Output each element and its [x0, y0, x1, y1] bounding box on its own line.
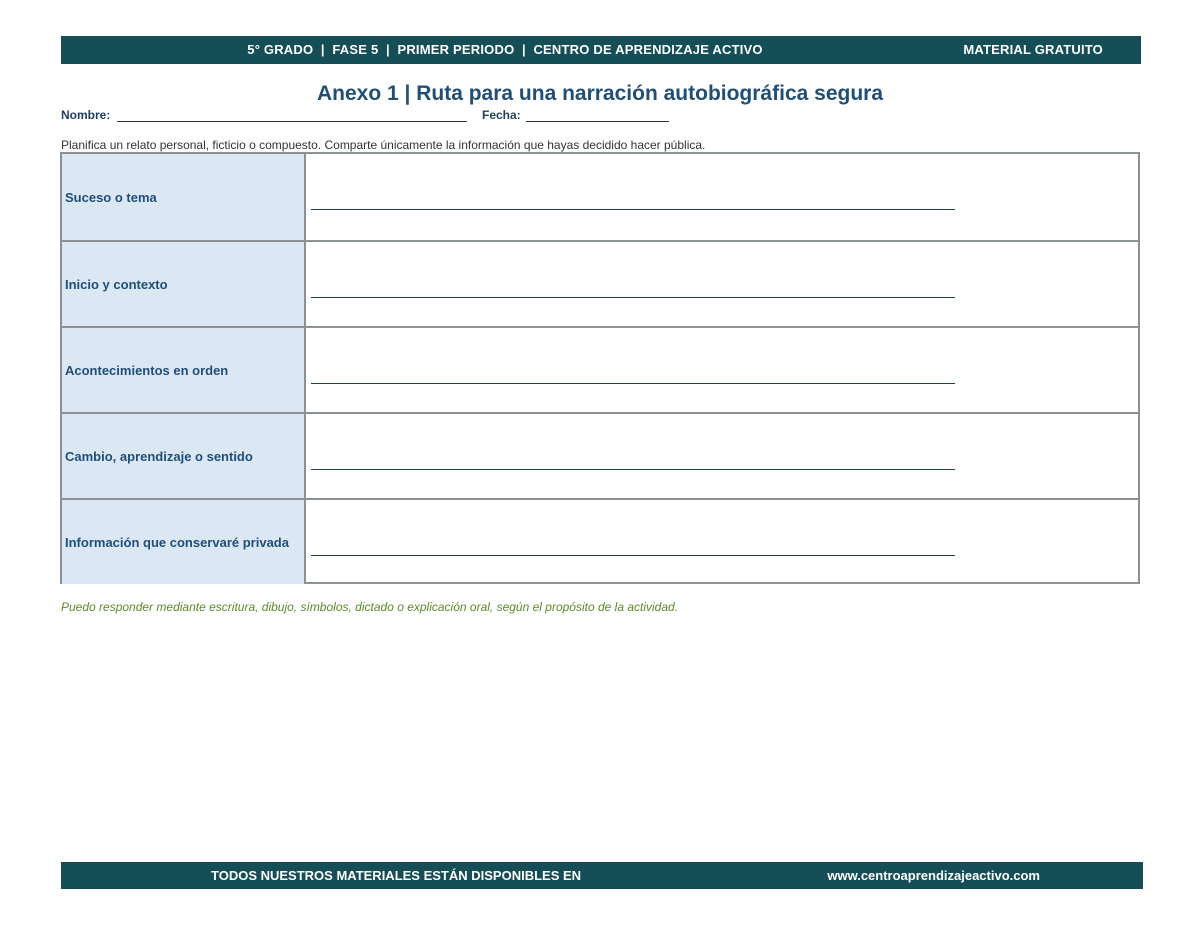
- header-bar: [61, 36, 1141, 64]
- nombre-label: Nombre:: [61, 108, 111, 122]
- instructions: Planifica un relato personal, ficticio o compuesto. Comparte únicamente la información que hayas decidido hacer pública.: [61, 138, 706, 152]
- page-title: Anexo 1 | Ruta para una narración autobiográfica segura: [316, 82, 883, 105]
- row-label: Cambio, aprendizaje o sentido: [62, 414, 306, 498]
- header-info: 5° GRADO | FASE 5 | PRIMER PERIODO | CENTRO DE APRENDIZAJE ACTIVO: [247, 42, 763, 57]
- footer-link[interactable]: www.centroaprendizajeactivo.com: [827, 868, 1040, 883]
- table-row: [62, 154, 1138, 240]
- answer-line[interactable]: [311, 469, 955, 470]
- accessibility-note: Puedo responder mediante escritura, dibujo, símbolos, dictado o explicación oral, según el propósito de la actividad.: [61, 600, 679, 614]
- table-row: [62, 240, 1138, 326]
- fecha-label: Fecha:: [482, 108, 521, 122]
- footer-bar: [61, 862, 1143, 889]
- row-label: Suceso o tema: [62, 154, 306, 240]
- footer-text: TODOS NUESTROS MATERIALES ESTÁN DISPONIBLES EN: [211, 868, 582, 883]
- answer-line[interactable]: [311, 209, 955, 210]
- table-row: [62, 326, 1138, 412]
- row-label: Inicio y contexto: [62, 242, 306, 326]
- planning-table: [60, 152, 1140, 584]
- nombre-field[interactable]: [117, 121, 467, 122]
- answer-line[interactable]: [311, 297, 955, 298]
- row-label: Información que conservaré privada: [62, 500, 306, 584]
- row-label: Acontecimientos en orden: [62, 328, 306, 412]
- fecha-field[interactable]: [526, 121, 669, 122]
- table-row: [62, 498, 1138, 584]
- name-date-row: [61, 108, 761, 124]
- header-badge: MATERIAL GRATUITO: [963, 42, 1103, 57]
- table-row: [62, 412, 1138, 498]
- answer-line[interactable]: [311, 555, 955, 556]
- answer-line[interactable]: [311, 383, 955, 384]
